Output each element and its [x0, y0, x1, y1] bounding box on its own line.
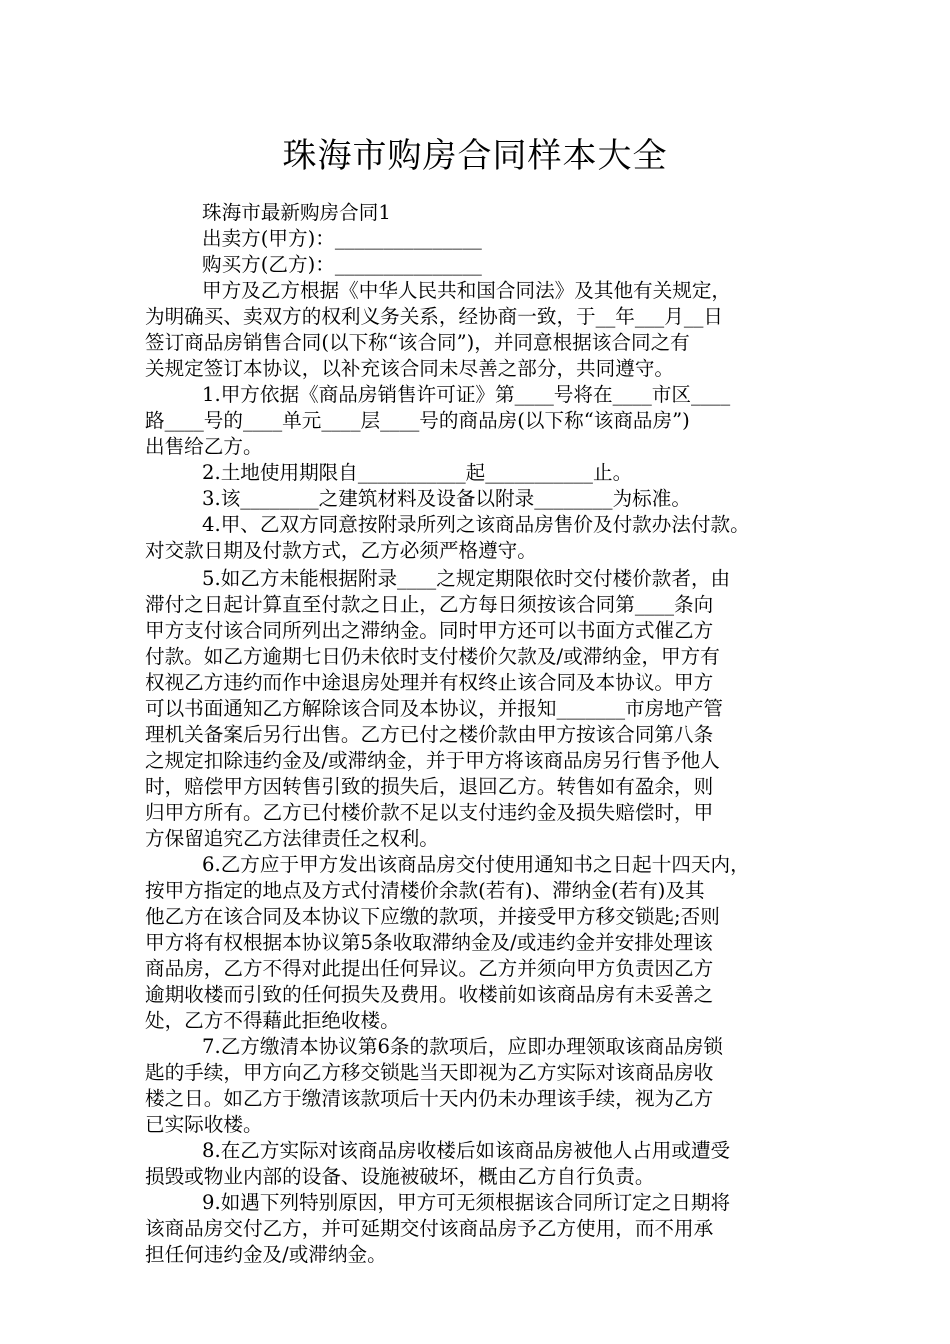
clause-6-line: 他乙方在该合同及本协议下应缴的款项，并接受甲方移交锁匙;否则	[145, 905, 720, 928]
clause-4-line: 对交款日期及付款方式，乙方必须严格遵守。	[145, 539, 537, 562]
buyer-line: 购买方(乙方)：_______________	[202, 253, 482, 276]
clause-5-line: 方保留追究乙方法律责任之权利。	[145, 827, 439, 850]
preamble-line: 签订商品房销售合同(以下称“该合同”)，并同意根据该合同之有	[145, 331, 690, 354]
preamble-line: 为明确买、卖双方的权利义务关系，经协商一致，于__年___月__日	[145, 305, 724, 328]
clause-9-line: 该商品房交付乙方，并可延期交付该商品房予乙方使用，而不用承	[145, 1217, 714, 1240]
clause-5-line: 理机关备案后另行出售。乙方已付之楼价款由甲方按该合同第八条	[145, 723, 714, 746]
clause-4-line: 4.甲、乙双方同意按附录所列之该商品房售价及付款办法付款。	[202, 513, 750, 536]
clause-6-line: 处，乙方不得藉此拒绝收楼。	[145, 1009, 400, 1032]
clause-5-line: 时，赔偿甲方因转售引致的损失后，退回乙方。转售如有盈余，则	[145, 775, 714, 798]
preamble-line: 甲方及乙方根据《中华人民共和国合同法》及其他有关规定，	[202, 279, 732, 302]
seller-line: 出卖方(甲方)：_______________	[202, 227, 482, 250]
clause-3-line: 3.该________之建筑材料及设备以附录________为标准。	[202, 487, 691, 510]
clause-6-line: 商品房，乙方不得对此提出任何异议。乙方并须向甲方负责因乙方	[145, 957, 714, 980]
clause-5-line: 甲方支付该合同所列出之滞纳金。同时甲方还可以书面方式催乙方	[145, 619, 714, 642]
clause-8-line: 损毁或物业内部的设备、设施被破坏，概由乙方自行负责。	[145, 1165, 655, 1188]
clause-7-line: 7.乙方缴清本协议第6条的款项后，应即办理领取该商品房锁	[202, 1035, 724, 1058]
clause-5-line: 付款。如乙方逾期七日仍未依时支付楼价欠款及/或滞纳金，甲方有	[145, 645, 720, 668]
clause-6-line: 逾期收楼而引致的任何损失及费用。收楼前如该商品房有未妥善之	[145, 983, 714, 1006]
clause-5-line: 之规定扣除违约金及/或滞纳金，并于甲方将该商品房另行售予他人	[145, 749, 720, 772]
clause-2-line: 2.土地使用期限自___________起___________止。	[202, 461, 633, 484]
clause-1-line: 出售给乙方。	[145, 435, 263, 458]
clause-5-line: 可以书面通知乙方解除该合同及本协议，并报知_______市房地产管	[145, 697, 724, 720]
clause-7-line: 已实际收楼。	[145, 1113, 263, 1136]
clause-9-line: 9.如遇下列特别原因，甲方可无须根据该合同所订定之日期将	[202, 1191, 731, 1214]
clause-7-line: 楼之日。如乙方于缴清该款项后十天内仍未办理该手续，视为乙方	[145, 1087, 714, 1110]
clause-9-line: 担任何违约金及/或滞纳金。	[145, 1243, 387, 1266]
clause-6-line: 6.乙方应于甲方发出该商品房交付使用通知书之日起十四天内，	[202, 853, 750, 876]
subtitle-line: 珠海市最新购房合同1	[202, 201, 391, 224]
clause-5-line: 滞付之日起计算直至付款之日止，乙方每日须按该合同第____条向	[145, 593, 714, 616]
clause-6-line: 甲方将有权根据本协议第5条收取滞纳金及/或违约金并安排处理该	[145, 931, 713, 954]
clause-7-line: 匙的手续，甲方向乙方移交锁匙当天即视为乙方实际对该商品房收	[145, 1061, 714, 1084]
document-title: 珠海市购房合同样本大全	[282, 136, 668, 176]
clause-8-line: 8.在乙方实际对该商品房收楼后如该商品房被他人占用或遭受	[202, 1139, 731, 1162]
clause-5-line: 5.如乙方未能根据附录____之规定期限依时交付楼价款者，由	[202, 567, 731, 590]
clause-5-line: 权视乙方违约而作中途退房处理并有权终止该合同及本协议。甲方	[145, 671, 714, 694]
clause-1-line: 1.甲方依据《商品房销售许可证》第____号将在____市区____	[202, 383, 731, 406]
preamble-line: 关规定签订本协议，以补充该合同未尽善之部分，共同遵守。	[145, 357, 675, 380]
clause-6-line: 按甲方指定的地点及方式付清楼价余款(若有)、滞纳金(若有)及其	[145, 879, 705, 902]
clause-5-line: 归甲方所有。乙方已付楼价款不足以支付违约金及损失赔偿时，甲	[145, 801, 714, 824]
document-body	[145, 200, 813, 1268]
clause-1-line: 路____号的____单元____层____号的商品房(以下称“该商品房”)	[145, 409, 690, 432]
